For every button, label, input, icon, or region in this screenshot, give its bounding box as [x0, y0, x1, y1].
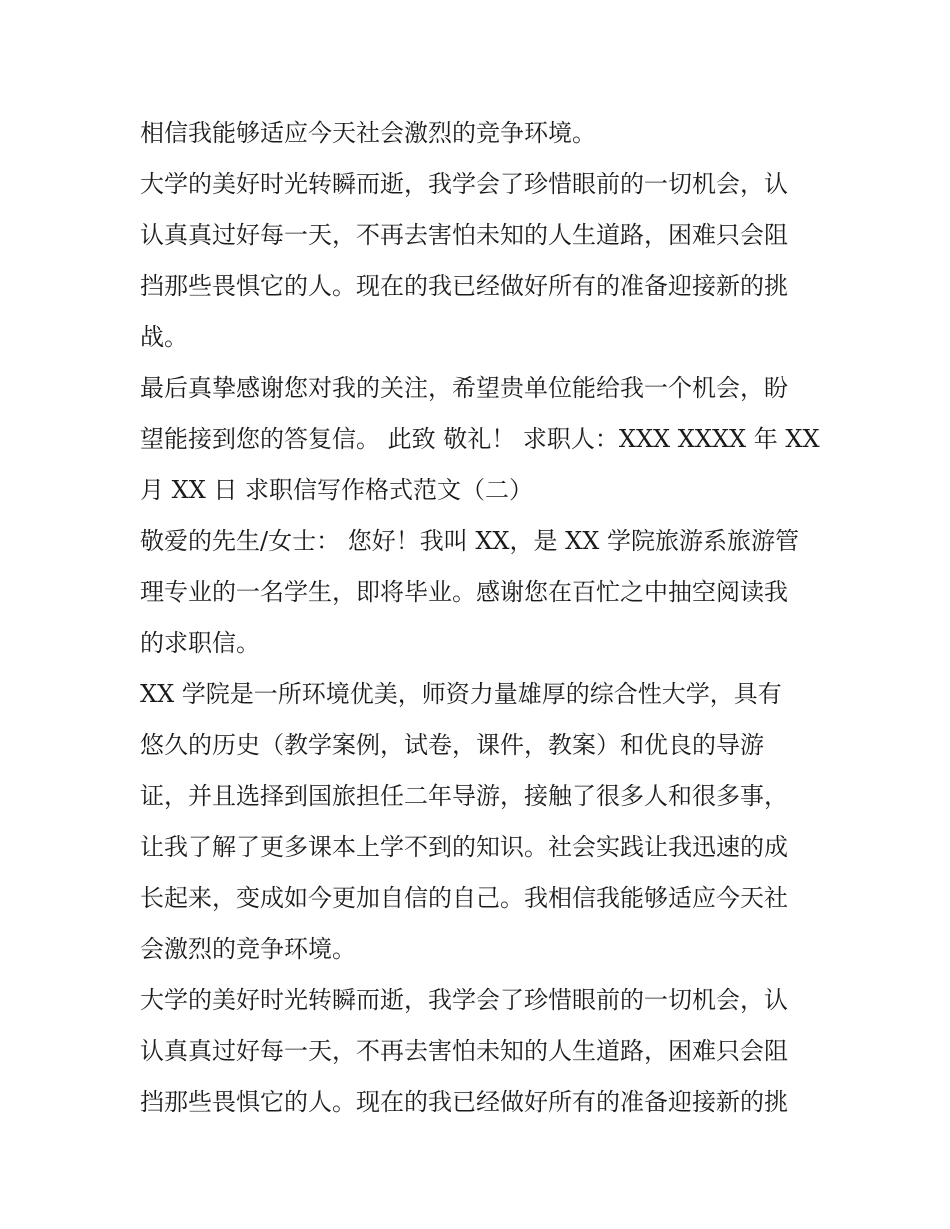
- text-line: 认真真过好每一天，不再去害怕未知的人生道路，困难只会阻: [140, 1037, 788, 1065]
- text-line: 大学的美好时光转瞬而逝，我学会了珍惜眼前的一切机会，认: [140, 986, 788, 1014]
- document-body: [140, 108, 820, 1128]
- text-line: 战。: [140, 323, 188, 351]
- text-line: 大学的美好时光转瞬而逝，我学会了珍惜眼前的一切机会，认: [140, 170, 788, 198]
- text-line: 长起来，变成如今更加自信的自己。我相信我能够适应今天社: [140, 884, 788, 912]
- text-line: 月 XX 日 求职信写作格式范文（二）: [140, 476, 534, 504]
- text-line: XX 学院是一所环境优美，师资力量雄厚的综合性大学，具有: [140, 680, 782, 708]
- text-line: 证，并且选择到国旅担任二年导游，接触了很多人和很多事，: [140, 782, 788, 810]
- text-line: 挡那些畏惧它的人。现在的我已经做好所有的准备迎接新的挑: [140, 272, 788, 300]
- text-line: 让我了解了更多课本上学不到的知识。社会实践让我迅速的成: [140, 833, 788, 861]
- text-line: 会激烈的竞争环境。: [140, 935, 356, 963]
- text-line: 悠久的历史（教学案例，试卷，课件，教案）和优良的导游: [140, 731, 764, 759]
- text-line: 的求职信。: [140, 629, 260, 657]
- text-line: 敬爱的先生/女士： 您好！我叫 XX，是 XX 学院旅游系旅游管: [140, 527, 799, 555]
- text-line: 相信我能够适应今天社会激烈的竞争环境。: [140, 119, 596, 147]
- text-line: 认真真过好每一天，不再去害怕未知的人生道路，困难只会阻: [140, 221, 788, 249]
- text-line: 望能接到您的答复信。 此致 敬礼！ 求职人：XXX XXXX 年 XX: [140, 425, 820, 453]
- text-line: 理专业的一名学生，即将毕业。感谢您在百忙之中抽空阅读我: [140, 578, 788, 606]
- text-line: 最后真挚感谢您对我的关注，希望贵单位能给我一个机会，盼: [140, 374, 788, 402]
- text-line: 挡那些畏惧它的人。现在的我已经做好所有的准备迎接新的挑: [140, 1088, 788, 1116]
